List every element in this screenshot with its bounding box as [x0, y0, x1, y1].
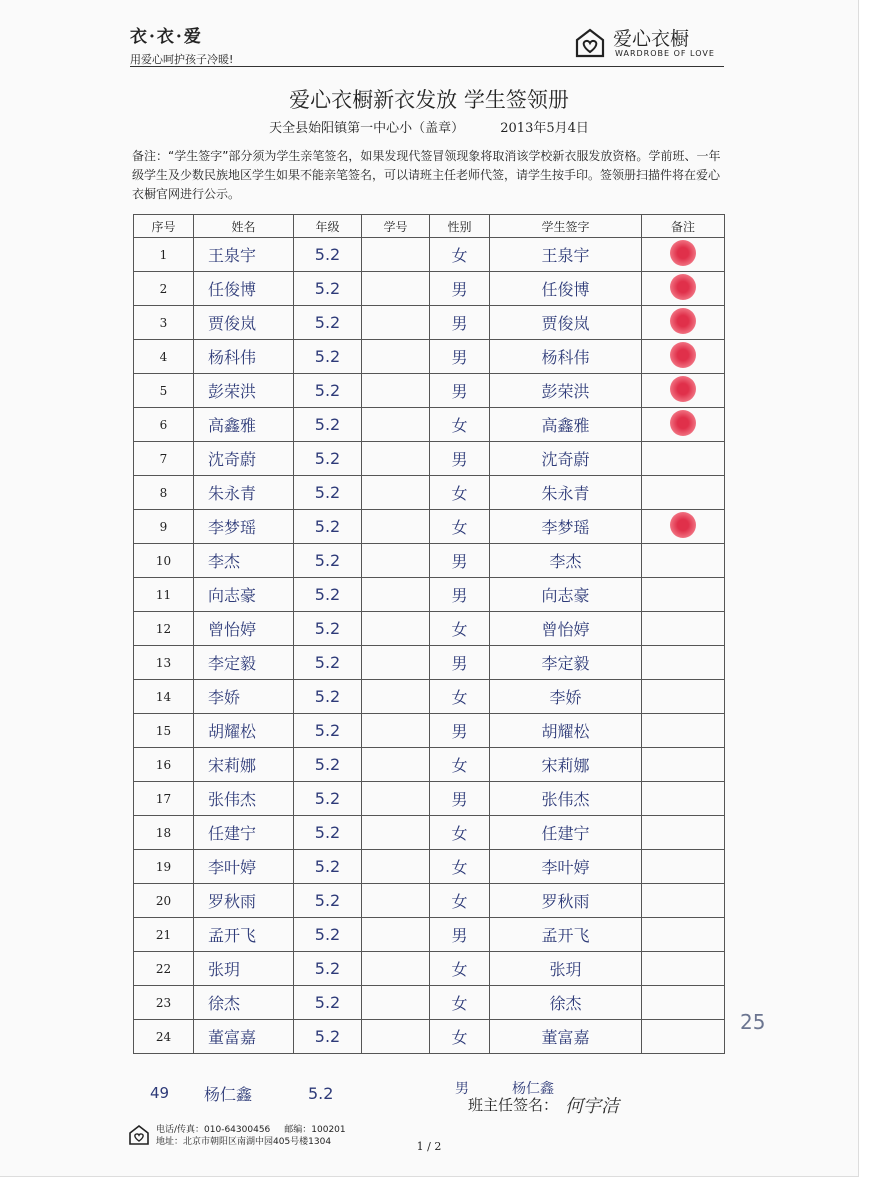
- handwritten-number: 25: [740, 1010, 766, 1034]
- student-signature: 徐杰: [490, 986, 642, 1020]
- extra-entry: [0, 1078, 858, 1108]
- student-grade: 5.2: [294, 952, 362, 986]
- extra-signature: 杨仁鑫: [512, 1081, 554, 1097]
- student-gender: 男: [430, 646, 490, 680]
- table-header-row: [134, 215, 725, 238]
- signoff-table: [133, 214, 725, 1054]
- table-row: [134, 408, 725, 442]
- remarks-cell: [642, 714, 725, 748]
- student-id: [362, 238, 430, 272]
- student-grade: 5.2: [294, 578, 362, 612]
- row-number: 11: [134, 578, 194, 612]
- student-grade: 5.2: [294, 612, 362, 646]
- brand-left: [130, 22, 233, 67]
- fingerprint-icon: [670, 410, 696, 436]
- student-gender: 女: [430, 986, 490, 1020]
- fingerprint-icon: [670, 308, 696, 334]
- table-body: [134, 238, 725, 1054]
- row-number: 7: [134, 442, 194, 476]
- student-signature: 李娇: [490, 680, 642, 714]
- student-grade: 5.2: [294, 544, 362, 578]
- student-name: 曾怡婷: [194, 612, 294, 646]
- student-id: [362, 918, 430, 952]
- table-row: [134, 1020, 725, 1054]
- student-signature: 张玥: [490, 952, 642, 986]
- table-row: [134, 544, 725, 578]
- extra-gender: 男: [455, 1081, 469, 1097]
- table-row: [134, 714, 725, 748]
- student-signature: 李定毅: [490, 646, 642, 680]
- student-signature: 任建宁: [490, 816, 642, 850]
- student-gender: 男: [430, 578, 490, 612]
- student-signature: 贾俊岚: [490, 306, 642, 340]
- student-gender: 女: [430, 1020, 490, 1054]
- student-grade: 5.2: [294, 510, 362, 544]
- remarks-cell: [642, 782, 725, 816]
- student-name: 任俊博: [194, 272, 294, 306]
- student-signature: 胡耀松: [490, 714, 642, 748]
- student-grade: 5.2: [294, 1020, 362, 1054]
- column-header: 姓名: [194, 215, 294, 238]
- row-number: 15: [134, 714, 194, 748]
- page-subtitle: [0, 117, 858, 136]
- student-grade: 5.2: [294, 340, 362, 374]
- issue-date: 2013年5月4日: [500, 121, 589, 136]
- student-grade: 5.2: [294, 714, 362, 748]
- student-gender: 女: [430, 850, 490, 884]
- student-id: [362, 442, 430, 476]
- student-name: 张玥: [194, 952, 294, 986]
- student-name: 王泉宇: [194, 238, 294, 272]
- remarks-cell: [642, 340, 725, 374]
- student-gender: 女: [430, 476, 490, 510]
- student-gender: 女: [430, 408, 490, 442]
- table-row: [134, 272, 725, 306]
- student-gender: 男: [430, 544, 490, 578]
- row-number: 2: [134, 272, 194, 306]
- column-header: 备注: [642, 215, 725, 238]
- student-id: [362, 816, 430, 850]
- table-row: [134, 510, 725, 544]
- footer-address: 地址：北京市朝阳区南湖中园405号楼1304: [156, 1137, 332, 1147]
- student-gender: 男: [430, 340, 490, 374]
- student-id: [362, 714, 430, 748]
- student-name: 贾俊岚: [194, 306, 294, 340]
- row-number: 5: [134, 374, 194, 408]
- student-id: [362, 340, 430, 374]
- student-name: 李杰: [194, 544, 294, 578]
- student-name: 杨科伟: [194, 340, 294, 374]
- table-row: [134, 374, 725, 408]
- student-signature: 沈奇蔚: [490, 442, 642, 476]
- table-row: [134, 306, 725, 340]
- student-grade: 5.2: [294, 748, 362, 782]
- student-gender: 男: [430, 782, 490, 816]
- student-gender: 男: [430, 442, 490, 476]
- remarks-cell: [642, 918, 725, 952]
- student-id: [362, 782, 430, 816]
- remarks-cell: [642, 884, 725, 918]
- row-number: 12: [134, 612, 194, 646]
- student-id: [362, 374, 430, 408]
- brand-slogan: 用爱心呵护孩子冷暖!: [130, 53, 234, 66]
- student-grade: 5.2: [294, 680, 362, 714]
- row-number: 3: [134, 306, 194, 340]
- row-number: 17: [134, 782, 194, 816]
- row-number: 9: [134, 510, 194, 544]
- student-signature: 宋莉娜: [490, 748, 642, 782]
- student-name: 李梦瑶: [194, 510, 294, 544]
- student-id: [362, 476, 430, 510]
- student-grade: 5.2: [294, 442, 362, 476]
- table-row: [134, 952, 725, 986]
- column-header: 序号: [134, 215, 194, 238]
- brand-right: [573, 26, 715, 60]
- student-gender: 女: [430, 816, 490, 850]
- student-id: [362, 578, 430, 612]
- column-header: 学生签字: [490, 215, 642, 238]
- wardrobe-logo-icon: [573, 26, 607, 60]
- student-gender: 女: [430, 238, 490, 272]
- row-number: 22: [134, 952, 194, 986]
- row-number: 16: [134, 748, 194, 782]
- remarks-cell: [642, 578, 725, 612]
- remarks-cell: [642, 374, 725, 408]
- table-row: [134, 476, 725, 510]
- student-signature: 李梦瑶: [490, 510, 642, 544]
- student-signature: 任俊博: [490, 272, 642, 306]
- remarks-cell: [642, 306, 725, 340]
- fingerprint-icon: [670, 376, 696, 402]
- page-number: 1 / 2: [416, 1140, 442, 1153]
- table-row: [134, 680, 725, 714]
- row-number: 1: [134, 238, 194, 272]
- student-name: 朱永青: [194, 476, 294, 510]
- remarks-cell: [642, 1020, 725, 1054]
- student-grade: 5.2: [294, 782, 362, 816]
- student-gender: 女: [430, 612, 490, 646]
- row-number: 10: [134, 544, 194, 578]
- student-gender: 男: [430, 306, 490, 340]
- student-signature: 董富嘉: [490, 1020, 642, 1054]
- student-gender: 女: [430, 952, 490, 986]
- student-grade: 5.2: [294, 306, 362, 340]
- column-header: 学号: [362, 215, 430, 238]
- student-grade: 5.2: [294, 646, 362, 680]
- table-row: [134, 782, 725, 816]
- brand-subtitle: WARDROBE OF LOVE: [615, 48, 715, 58]
- student-signature: 罗秋雨: [490, 884, 642, 918]
- student-gender: 男: [430, 272, 490, 306]
- remarks-cell: [642, 544, 725, 578]
- student-grade: 5.2: [294, 884, 362, 918]
- student-signature: 曾怡婷: [490, 612, 642, 646]
- fingerprint-icon: [670, 512, 696, 538]
- row-number: 13: [134, 646, 194, 680]
- table-row: [134, 646, 725, 680]
- student-name: 高鑫雅: [194, 408, 294, 442]
- row-number: 4: [134, 340, 194, 374]
- footer-zip: 邮编：100201: [284, 1125, 346, 1135]
- remarks-cell: [642, 238, 725, 272]
- student-grade: 5.2: [294, 986, 362, 1020]
- remarks-cell: [642, 748, 725, 782]
- student-id: [362, 1020, 430, 1054]
- remarks-cell: [642, 408, 725, 442]
- extra-name: 杨仁鑫: [204, 1085, 253, 1104]
- remarks-cell: [642, 272, 725, 306]
- column-header: 性别: [430, 215, 490, 238]
- student-signature: 王泉宇: [490, 238, 642, 272]
- remarks-cell: [642, 986, 725, 1020]
- page-title: 爱心衣橱新衣发放 学生签领册: [289, 88, 569, 112]
- student-id: [362, 272, 430, 306]
- table-row: [134, 340, 725, 374]
- remarks-cell: [642, 442, 725, 476]
- remarks-cell: [642, 476, 725, 510]
- student-gender: 男: [430, 918, 490, 952]
- row-number: 19: [134, 850, 194, 884]
- remarks-cell: [642, 850, 725, 884]
- student-signature: 高鑫雅: [490, 408, 642, 442]
- brand-name: 爱心衣橱: [613, 27, 690, 50]
- student-id: [362, 884, 430, 918]
- row-number: 23: [134, 986, 194, 1020]
- table-row: [134, 748, 725, 782]
- row-number: 21: [134, 918, 194, 952]
- remarks-cell: [642, 612, 725, 646]
- table-row: [134, 612, 725, 646]
- student-name: 李叶婷: [194, 850, 294, 884]
- student-id: [362, 680, 430, 714]
- student-gender: 女: [430, 680, 490, 714]
- student-grade: 5.2: [294, 238, 362, 272]
- student-id: [362, 748, 430, 782]
- extra-grade: 5.2: [308, 1084, 334, 1103]
- student-id: [362, 612, 430, 646]
- student-signature: 向志豪: [490, 578, 642, 612]
- student-name: 宋莉娜: [194, 748, 294, 782]
- brand-logo-text: 衣·衣·爱: [130, 27, 203, 47]
- student-name: 沈奇蔚: [194, 442, 294, 476]
- student-grade: 5.2: [294, 850, 362, 884]
- student-grade: 5.2: [294, 816, 362, 850]
- student-id: [362, 952, 430, 986]
- table-row: [134, 918, 725, 952]
- student-name: 张伟杰: [194, 782, 294, 816]
- header-divider: [130, 66, 724, 67]
- student-signature: 李叶婷: [490, 850, 642, 884]
- row-number: 14: [134, 680, 194, 714]
- column-header: 年级: [294, 215, 362, 238]
- remarks-cell: [642, 816, 725, 850]
- student-signature: 彭荣洪: [490, 374, 642, 408]
- student-grade: 5.2: [294, 476, 362, 510]
- student-grade: 5.2: [294, 918, 362, 952]
- student-name: 董富嘉: [194, 1020, 294, 1054]
- student-grade: 5.2: [294, 374, 362, 408]
- student-id: [362, 306, 430, 340]
- table-row: [134, 238, 725, 272]
- table-row: [134, 578, 725, 612]
- table-row: [134, 442, 725, 476]
- row-number: 24: [134, 1020, 194, 1054]
- student-name: 罗秋雨: [194, 884, 294, 918]
- student-signature: 张伟杰: [490, 782, 642, 816]
- student-name: 胡耀松: [194, 714, 294, 748]
- row-number: 20: [134, 884, 194, 918]
- student-name: 李定毅: [194, 646, 294, 680]
- table-row: [134, 816, 725, 850]
- student-signature: 孟开飞: [490, 918, 642, 952]
- student-name: 徐杰: [194, 986, 294, 1020]
- student-id: [362, 646, 430, 680]
- student-id: [362, 850, 430, 884]
- row-number: 6: [134, 408, 194, 442]
- remarks-cell: [642, 646, 725, 680]
- row-number: 18: [134, 816, 194, 850]
- footer-phone: 电话/传真：010-64300456: [156, 1125, 271, 1135]
- table-row: [134, 986, 725, 1020]
- student-gender: 女: [430, 510, 490, 544]
- remarks-cell: [642, 510, 725, 544]
- student-grade: 5.2: [294, 408, 362, 442]
- student-id: [362, 544, 430, 578]
- remarks-cell: [642, 680, 725, 714]
- student-id: [362, 986, 430, 1020]
- row-number: 8: [134, 476, 194, 510]
- student-gender: 女: [430, 748, 490, 782]
- teacher-signature: 何宇洁: [565, 1096, 619, 1117]
- student-gender: 男: [430, 374, 490, 408]
- student-signature: 杨科伟: [490, 340, 642, 374]
- extra-number: 49: [150, 1084, 170, 1102]
- remarks-cell: [642, 952, 725, 986]
- student-name: 彭荣洪: [194, 374, 294, 408]
- student-signature: 朱永青: [490, 476, 642, 510]
- fingerprint-icon: [670, 342, 696, 368]
- student-gender: 男: [430, 714, 490, 748]
- student-name: 任建宁: [194, 816, 294, 850]
- teacher-signature-label: 班主任签名：: [468, 1096, 559, 1114]
- table-row: [134, 850, 725, 884]
- student-grade: 5.2: [294, 272, 362, 306]
- student-name: 孟开飞: [194, 918, 294, 952]
- student-id: [362, 510, 430, 544]
- student-id: [362, 408, 430, 442]
- student-signature: 李杰: [490, 544, 642, 578]
- instructions-note: 备注：“学生签字”部分须为学生亲笔签名，如果发现代签冒领现象将取消该学校新衣服发放资格。学前班、一年级学生及少数民族地区学生如果不能亲笔签名，可以请班主任老师代签，请学生按手印。签领册扫描件将在爱心衣橱官网进行公示。: [132, 149, 721, 201]
- table-row: [134, 884, 725, 918]
- student-gender: 女: [430, 884, 490, 918]
- fingerprint-icon: [670, 274, 696, 300]
- student-name: 李娇: [194, 680, 294, 714]
- student-name: 向志豪: [194, 578, 294, 612]
- school-name: 天全县始阳镇第一中心小（盖章）: [269, 121, 465, 136]
- fingerprint-icon: [670, 240, 696, 266]
